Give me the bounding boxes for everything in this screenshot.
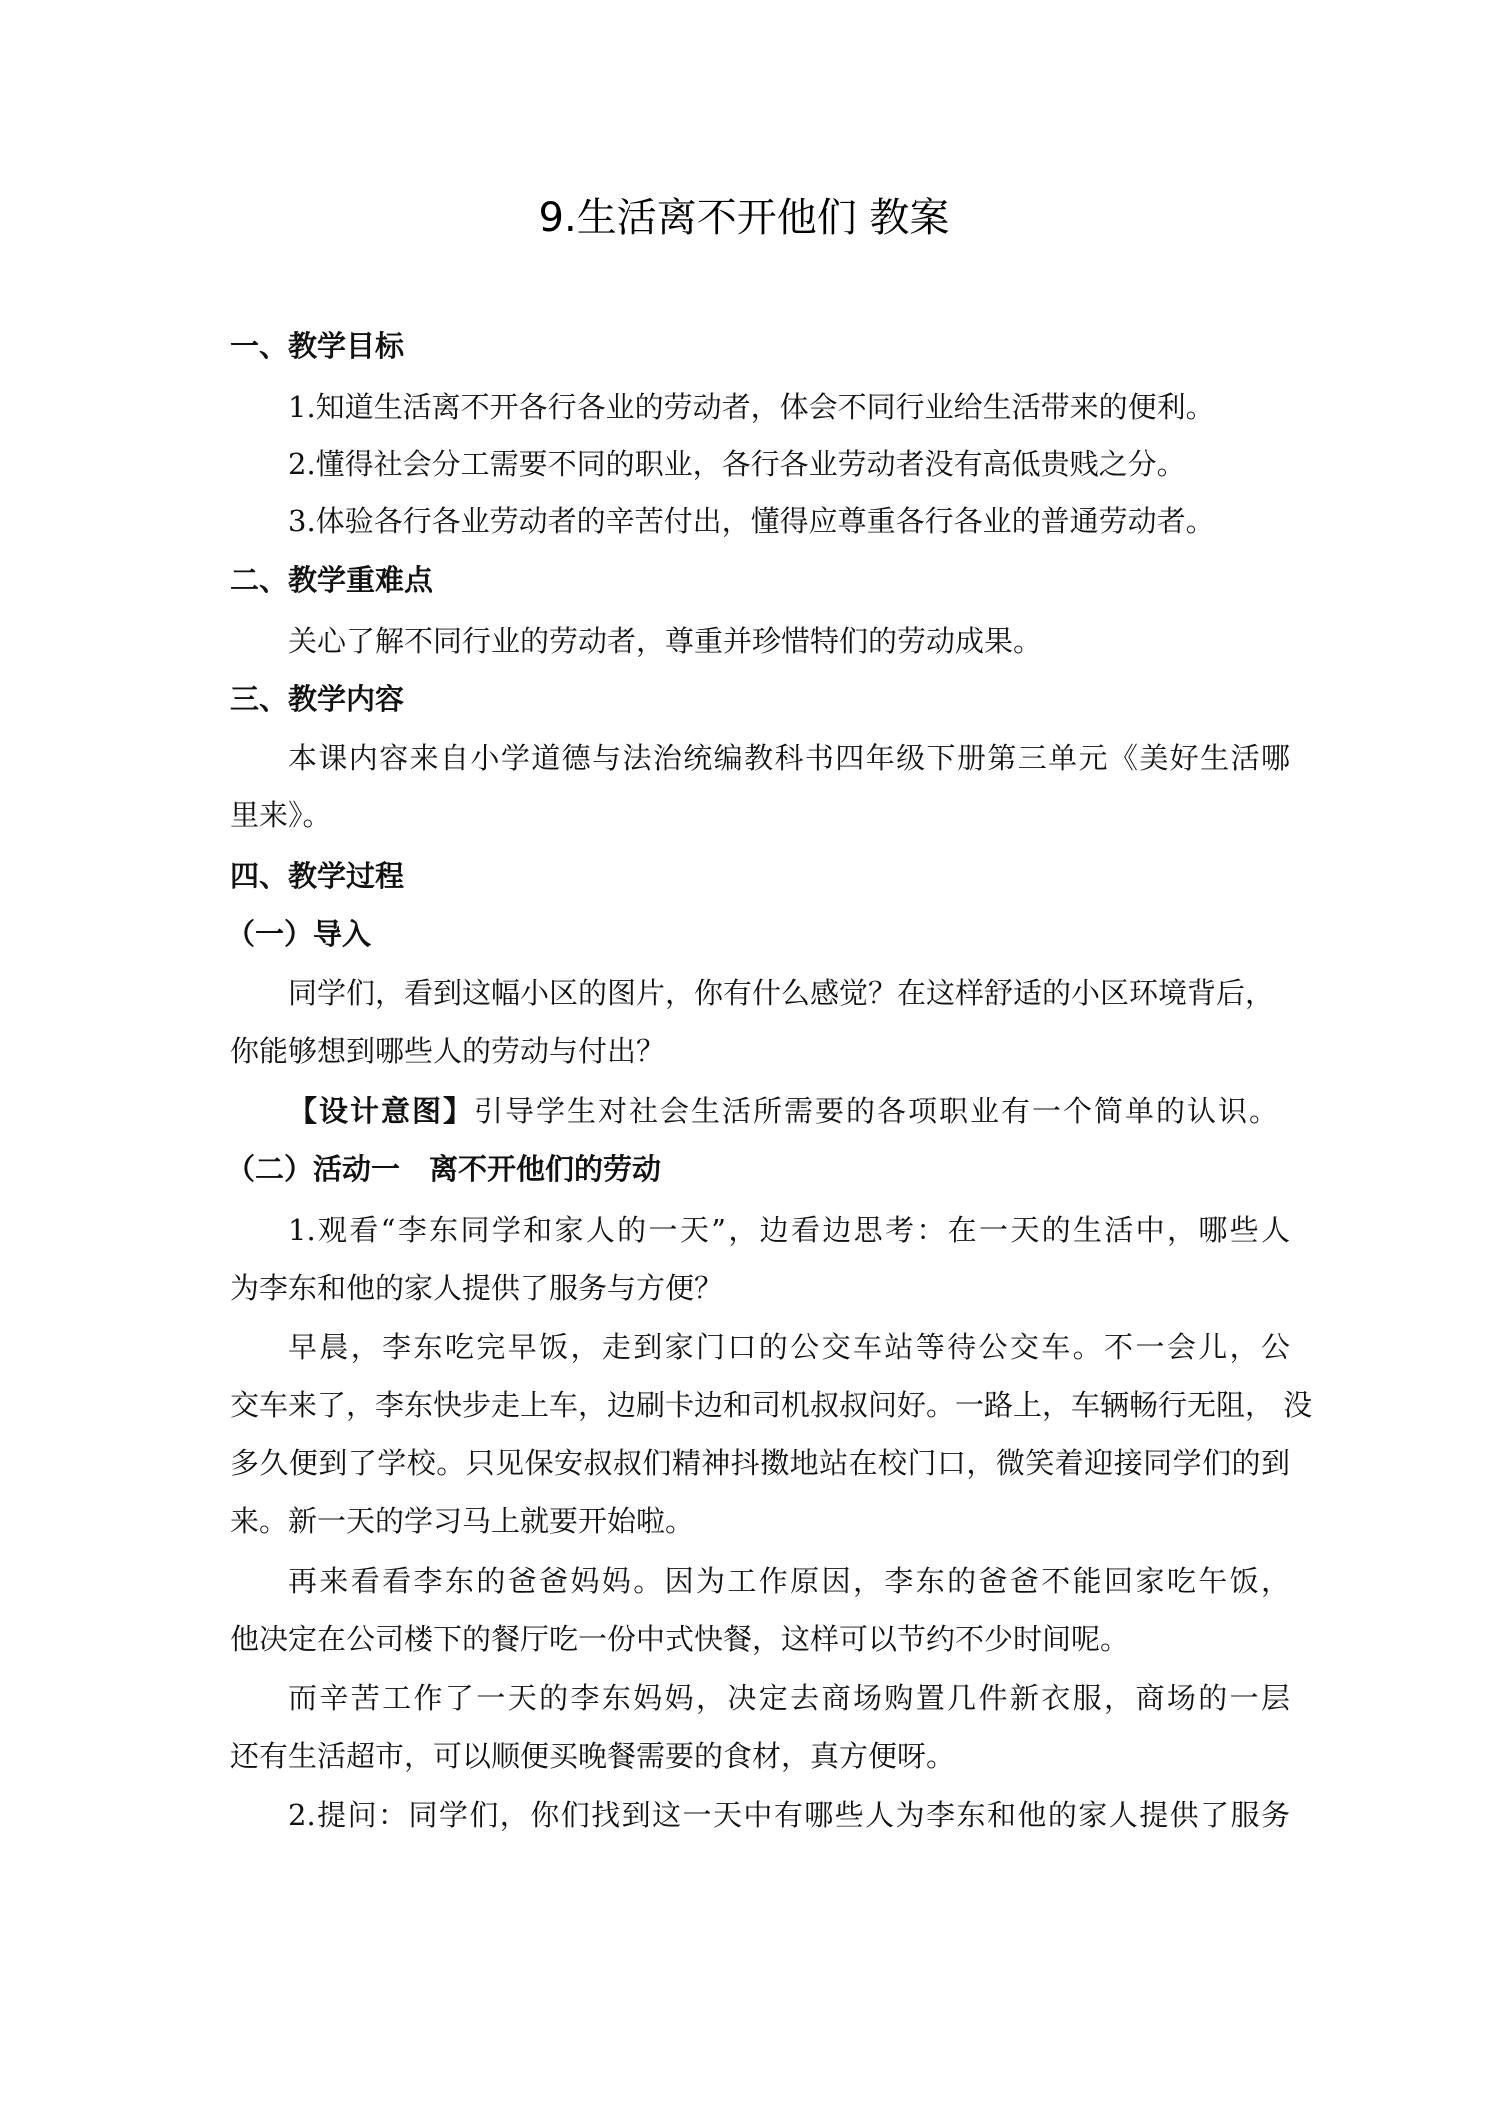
objective-item-2: 2.懂得社会分工需要不同的职业，各行各业劳动者没有高低贵贱之分。 [288,447,1186,481]
activity-1-instruction-line-2: 为李东和他的家人提供了服务与方便？ [230,1271,724,1305]
design-intent-label: 【设计意图】 [288,1094,475,1128]
story-paragraph-3-line-1: 而辛苦工作了一天的李东妈妈，决定去商场购置几件新衣服，商场的一层 [288,1681,1290,1715]
intro-paragraph-line-1: 同学们，看到这幅小区的图片，你有什么感觉？在这样舒适的小区环境背后， [288,976,1275,1010]
story-paragraph-1-line-1: 早晨，李东吃完早饭，走到家门口的公交车站等待公交车。不一会儿，公 [288,1330,1290,1364]
activity-1-instruction-line-1: 1.观看“李东同学和家人的一天”，边看边思考：在一天的生活中，哪些人 [288,1213,1290,1247]
section-heading-key-points: 二、教学重难点 [230,563,434,597]
subsection-heading-activity-1: （二）活动一 离不开他们的劳动 [226,1152,662,1186]
story-paragraph-2-line-1: 再来看看李东的爸爸妈妈。因为工作原因，李东的爸爸不能回家吃午饭， [288,1564,1290,1598]
content-text-line-1: 本课内容来自小学道德与法治统编教科书四年级下册第三单元《美好生活哪 [288,741,1290,775]
section-heading-content: 三、教学内容 [230,682,405,716]
key-points-text: 关心了解不同行业的劳动者，尊重并珍惜特们的劳动成果。 [288,624,1043,658]
story-paragraph-1-line-4: 来。新一天的学习马上就要开始啦。 [230,1504,695,1538]
section-heading-process: 四、教学过程 [230,859,405,893]
content-text-line-2: 里来》。 [230,798,332,832]
document-title: 9.生活离不开他们 教案 [538,195,950,241]
objective-item-1: 1.知道生活离不开各行各业的劳动者，体会不同行业给生活带来的便利。 [288,390,1215,424]
subsection-heading-intro: （一）导入 [226,917,372,951]
design-intent [288,1090,1290,1132]
story-paragraph-3-line-2: 还有生活超市，可以顺便买晚餐需要的食材，真方便呀。 [230,1739,956,1773]
question-line-1: 2.提问：同学们，你们找到这一天中有哪些人为李东和他的家人提供了服务 [288,1798,1290,1832]
intro-paragraph-line-2: 你能够想到哪些人的劳动与付出？ [230,1034,666,1068]
design-intent-text: 引导学生对社会生活所需要的各项职业有一个简单的认识。 [474,1094,1281,1128]
section-heading-objectives: 一、教学目标 [230,329,405,363]
objective-item-3: 3.体验各行各业劳动者的辛苦付出，懂得应尊重各行各业的普通劳动者。 [288,504,1215,538]
story-paragraph-2-line-2: 他决定在公司楼下的餐厅吃一份中式快餐，这样可以节约不少时间呢。 [230,1622,1130,1656]
story-paragraph-1-line-2: 交车来了，李东快步走上车，边刷卡边和司机叔叔问好。一路上，车辆畅行无阻， 没 [230,1388,1313,1422]
story-paragraph-1-line-3: 多久便到了学校。只见保安叔叔们精神抖擞地站在校门口，微笑着迎接同学们的到 [230,1446,1290,1480]
